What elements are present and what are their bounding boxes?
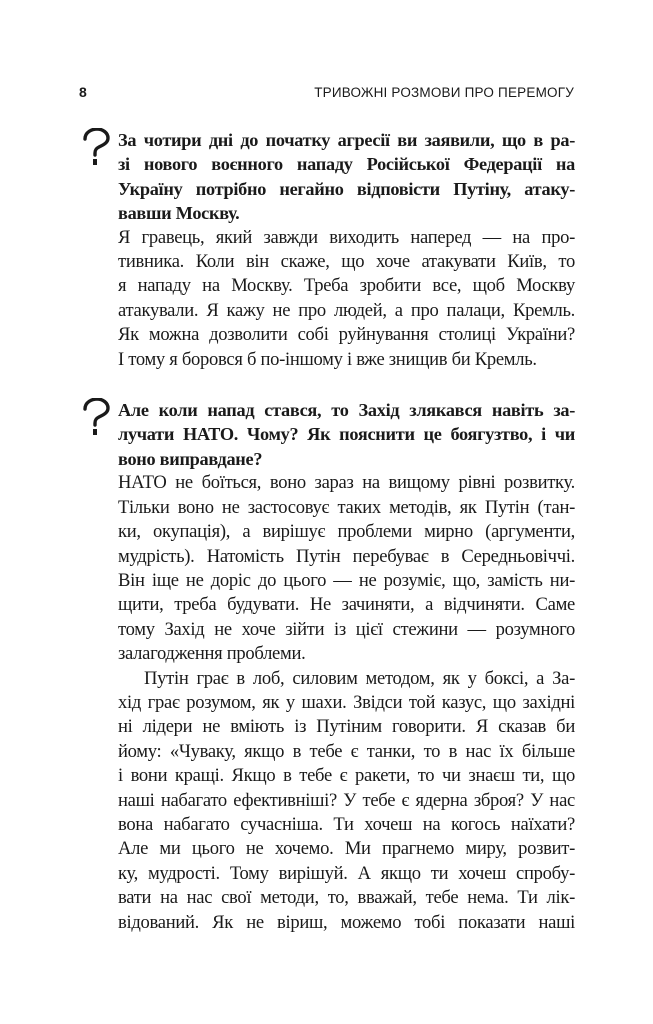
question-line: зі нового воєнного нападу Російської Федерації на [118,154,575,175]
question-mark-icon [82,398,110,438]
question-line: воно виправдане? [118,448,263,469]
answer-line: Тільки воно не застосовує таких методів, як Путін (тан- [118,496,575,518]
answer-line: йому: «Чуваку, якщо в тебе є танки, то в нас їх більше [118,740,575,762]
answer-line: Він іще не доріс до цього — не розуміє, що, замість ни- [118,569,575,591]
answer-line: ні лідери не вміють із Путіним говорити. Я сказав би [118,716,575,738]
question-line: Але коли напад стався, то Захід злякався навіть за- [118,400,575,421]
answer-line: ки, окупація), а вирішує проблеми мирно (аргументи, [118,521,575,543]
answer-2 [118,471,575,935]
body-text [118,128,575,935]
question-line: лучати НАТО. Чому? Як пояснити це боягузтво, і чи [118,424,575,445]
question-line: За чотири дні до початку агресії ви заявили, що в ра- [118,130,575,150]
answer-line: ку, мудрості. Тому вирішуй. А якщо ти хочеш спробу- [118,862,575,884]
running-head [79,84,574,100]
page-number: 8 [79,84,87,100]
question-2 [118,398,575,471]
question-1 [118,128,575,226]
answer-line: тому Захід не хоче зійти із цієї стежини — розумного [118,618,575,640]
question-mark-icon [82,128,110,168]
question-line: вавши Москву. [118,203,240,224]
answer-line: тивника. Коли він скаже, що хоче атакувати Київ, то [118,251,575,273]
answer-line: залагодження проблеми. [118,643,306,665]
answer-1 [118,226,575,372]
answer-line: щити, треба будувати. Не зачиняти, а відчиняти. Саме [118,594,575,616]
answer-line: я нападу на Москву. Треба зробити все, щоб Москву [118,275,575,297]
answer-line: Я гравець, який завжди виходить наперед — на про- [118,226,575,248]
running-title: ТРИВОЖНІ РОЗМОВИ ПРО ПЕРЕМОГУ [314,85,574,100]
answer-line: вона набагато сучасніша. Ти хочеш на когось наїхати? [118,813,575,835]
answer-line: І тому я боровся б по-іншому і вже знищив би Кремль. [118,348,537,370]
answer-line: Путін грає в лоб, силовим методом, як у боксі, а За- [144,667,575,689]
answer-line: Але ми цього не хочемо. Ми прагнемо миру, розвит- [118,838,575,860]
answer-line: вати на нас свої методи, то, вважай, тебе нема. Ти лік- [118,887,575,909]
answer-line: Як можна дозволити собі руйнування столиці України? [118,324,575,346]
question-line: Україну потрібно негайно відповісти Путіну, атаку- [118,178,575,199]
answer-line: НАТО не боїться, воно зараз на вищому рівні розвитку. [118,472,575,494]
answer-line: і вони кращі. Якщо в тебе є ракети, то чи знаєш ти, що [118,765,575,787]
answer-line: відований. Як не віриш, можемо тобі показати наші [118,911,575,933]
answer-line: атакували. Я кажу не про людей, а про палаци, Кремль. [118,299,575,321]
answer-line: хід грає розумом, як у шахи. Звідси той казус, що західні [118,691,575,713]
block-spacer [118,372,575,398]
answer-line: наші набагато ефективніші? У тебе є ядерна зброя? У нас [118,789,575,811]
answer-line: мудрість). Натомість Путін перебуває в Середньовіччі. [118,545,575,567]
